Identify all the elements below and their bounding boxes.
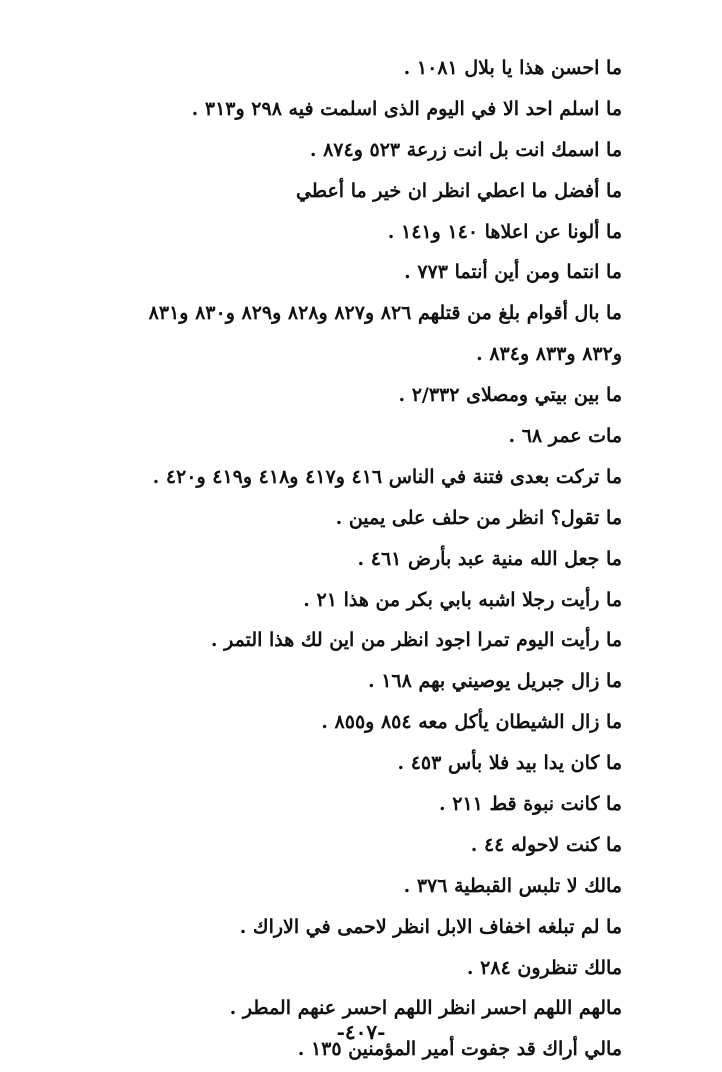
index-entry: مالك لا تلبس القبطية ٣٧٦ . xyxy=(403,874,622,897)
index-entry: ما رأيت اليوم تمرا اجود انظر من اين لك هذا التمر . xyxy=(210,629,622,652)
index-entry: ما كنت لاحوله ٤٤ . xyxy=(470,833,622,856)
index-entry: ما رأيت رجلا اشبه بابي بكر من هذا ٢١ . xyxy=(303,588,622,611)
index-entry-continuation: و٨٣٢ و٨٣٣ و٨٣٤ . xyxy=(476,343,622,366)
index-entry: ما أفضل ما اعطي انظر ان خير ما أعطي xyxy=(296,179,622,202)
index-entry: ما ألونا عن اعلاها ١٤٠ و١٤١ . xyxy=(387,220,622,243)
index-entry: ما لم تبلغه اخفاف الابل انظر لاحمى في الاراك . xyxy=(239,915,622,938)
index-entry: ما اسمك انت بل انت زرعة ٥٢٣ و٨٧٤ . xyxy=(309,138,622,161)
index-entry: ما كانت نبوة قط ٢١١ . xyxy=(439,793,622,816)
index-entry: مالك تنظرون ٢٨٤ . xyxy=(466,956,622,979)
index-entry: مالي أراك قد جفوت أمير المؤمنين ١٣٥ . xyxy=(297,1038,622,1061)
index-entry: ما زال جبريل يوصيني بهم ١٦٨ . xyxy=(367,670,622,693)
index-entry: ما جعل الله منية عبد بأرض ٤٦١ . xyxy=(357,547,622,570)
index-entry: مات عمر ٦٨ . xyxy=(508,425,622,448)
index-entry: مالهم اللهم احسر انظر اللهم احسر عنهم المطر . xyxy=(229,997,622,1020)
index-entry: ما تركت بعدى فتنة في الناس ٤١٦ و٤١٧ و٤١٨ و٤١٩ و٤٢٠ . xyxy=(152,465,622,488)
index-entry: ما احسن هذا يا بلال ١٠٨١ . xyxy=(403,57,622,79)
index-entry: ما بين بيتي ومصلاى ٢/٣٣٢ . xyxy=(398,384,622,407)
index-entry: ما زال الشيطان يأكل معه ٨٥٤ و٨٥٥ . xyxy=(321,711,622,734)
index-entry: ما بال أقوام بلغ من قتلهم ٨٢٦ و٨٢٧ و٨٢٨ و٨٢٩ و٨٣٠ و٨٣١ xyxy=(148,302,622,325)
index-entries xyxy=(100,48,622,1070)
index-entry: ما كان يدا بيد فلا بأس ٤٥٣ . xyxy=(397,752,622,775)
page-number: -٤٠٧- xyxy=(336,1020,386,1044)
index-entry: ما اسلم احد الا في اليوم الذى اسلمت فيه ٢٩٨ و٣١٣ . xyxy=(191,97,622,120)
index-entry: ما انتما ومن أين أنتما ٧٧٣ . xyxy=(404,261,622,284)
index-entry: ما تقول؟ انظر من حلف على يمين . xyxy=(335,506,622,529)
